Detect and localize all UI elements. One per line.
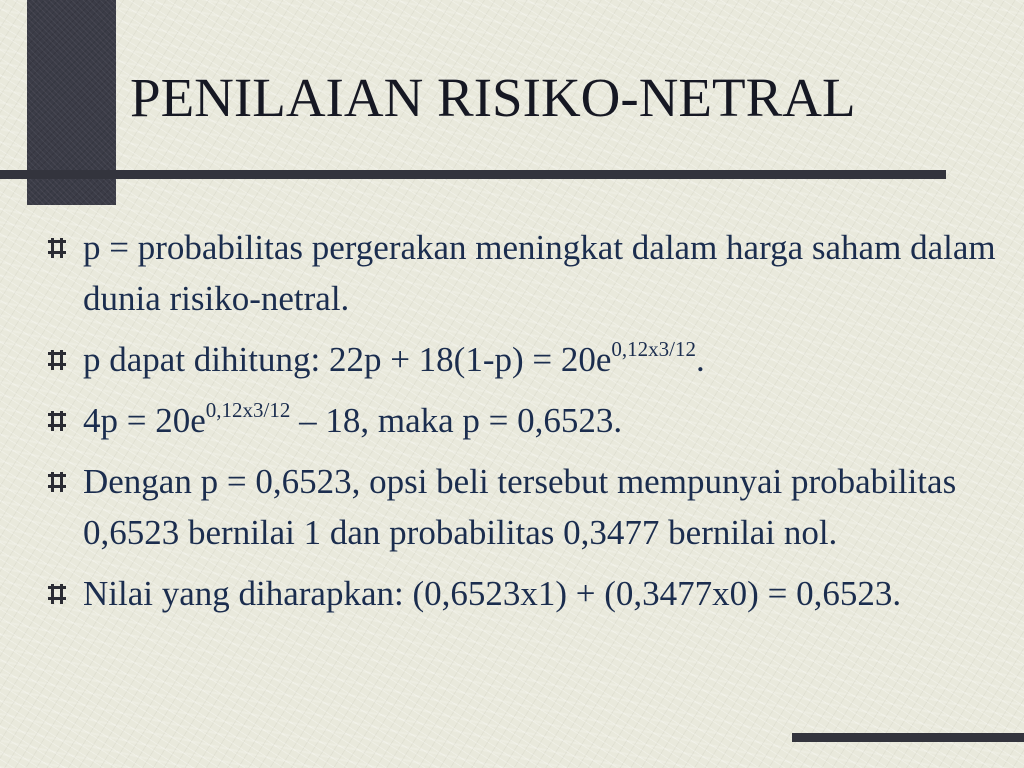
bottom-corner-rule [792, 733, 1024, 742]
bullet-text-tail: – 18, maka p = 0,6523. [290, 401, 623, 440]
bullet-list [46, 222, 1006, 629]
bullet-text: Nilai yang diharapkan: (0,6523x1) + (0,3477x0) = 0,6523. [83, 574, 902, 613]
hash-bullet-icon [46, 583, 68, 605]
bullet-text-tail: . [696, 340, 705, 379]
bullet-text-main: p dapat dihitung: 22p + 18(1-p) = 20e [83, 340, 612, 379]
bullet-item-2 [46, 334, 1006, 385]
bullet-item-1 [46, 222, 1006, 324]
title-underline-rule [0, 170, 946, 179]
bullet-text [83, 398, 623, 440]
bullet-text: p = probabilitas pergerakan meningkat dalam harga saham dalam dunia risiko-netral. [83, 228, 996, 318]
bullet-text: Dengan p = 0,6523, opsi beli tersebut mempunyai probabilitas 0,6523 bernilai 1 dan probabilitas 0,3477 bernilai nol. [83, 462, 957, 552]
bullet-text-main: 4p = 20e [83, 401, 206, 440]
bullet-item-4 [46, 456, 1006, 558]
slide-title: PENILAIAN RISIKO-NETRAL [130, 67, 856, 128]
hash-bullet-icon [46, 237, 68, 259]
hash-bullet-icon [46, 410, 68, 432]
hash-bullet-icon [46, 349, 68, 371]
bullet-text [83, 337, 705, 379]
bullet-item-3 [46, 395, 1006, 446]
exponent-superscript: 0,12x3/12 [611, 337, 697, 362]
bullet-item-5 [46, 568, 1006, 619]
hash-bullet-icon [46, 471, 68, 493]
exponent-superscript: 0,12x3/12 [205, 398, 291, 423]
